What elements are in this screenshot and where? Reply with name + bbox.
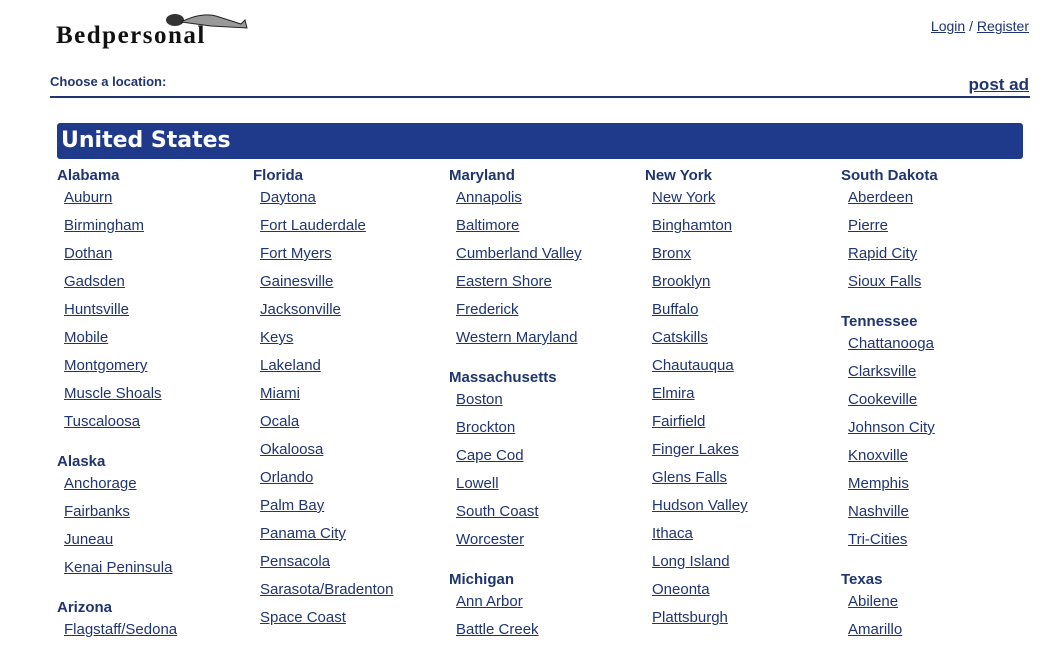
- city-link[interactable]: Baltimore: [456, 217, 520, 234]
- city-link[interactable]: Sarasota/Bradenton: [260, 581, 394, 598]
- city-link[interactable]: Anchorage: [64, 475, 137, 492]
- state-heading: Massachusetts: [449, 369, 557, 386]
- state-group: [841, 166, 1037, 301]
- header-divider: [50, 96, 1030, 98]
- logo-text: Bedpersonal: [56, 22, 206, 49]
- city-link[interactable]: Eastern Shore: [456, 273, 552, 290]
- location-column: [57, 166, 253, 660]
- city-link[interactable]: Ocala: [260, 413, 300, 430]
- city-link[interactable]: Catskills: [652, 329, 708, 346]
- city-link[interactable]: Okaloosa: [260, 441, 324, 458]
- city-link[interactable]: Jacksonville: [260, 301, 341, 318]
- city-link[interactable]: Ann Arbor: [456, 593, 523, 610]
- city-link[interactable]: Fairbanks: [64, 503, 130, 520]
- city-link[interactable]: Lakeland: [260, 357, 321, 374]
- auth-separator: /: [969, 18, 973, 34]
- city-link[interactable]: Keys: [260, 329, 294, 346]
- city-link[interactable]: Lowell: [456, 475, 499, 492]
- city-link[interactable]: Birmingham: [64, 217, 145, 234]
- state-group: [841, 570, 1037, 649]
- register-link[interactable]: Register: [976, 18, 1029, 34]
- city-link[interactable]: Miami: [260, 385, 300, 402]
- city-link[interactable]: Aberdeen: [848, 189, 914, 206]
- city-link[interactable]: Dothan: [64, 245, 113, 262]
- city-link[interactable]: Battle Creek: [456, 621, 539, 638]
- city-link[interactable]: Clarksville: [848, 363, 917, 380]
- city-link[interactable]: Finger Lakes: [652, 441, 739, 458]
- city-link[interactable]: Amarillo: [848, 621, 903, 638]
- location-column: [645, 166, 841, 648]
- login-link[interactable]: Login: [930, 18, 966, 34]
- state-heading: Alaska: [57, 453, 106, 470]
- city-link[interactable]: Cumberland Valley: [456, 245, 582, 262]
- city-link[interactable]: Rapid City: [848, 245, 918, 262]
- city-link[interactable]: Knoxville: [848, 447, 909, 464]
- city-link[interactable]: Long Island: [652, 553, 730, 570]
- state-group: [841, 312, 1037, 559]
- city-link[interactable]: Auburn: [64, 189, 113, 206]
- city-link[interactable]: Frederick: [456, 301, 519, 318]
- city-link[interactable]: New York: [652, 189, 716, 206]
- city-link[interactable]: Juneau: [64, 531, 114, 548]
- state-group: [253, 166, 449, 637]
- city-link[interactable]: Daytona: [260, 189, 316, 206]
- city-link[interactable]: Montgomery: [64, 357, 148, 374]
- city-link[interactable]: Pierre: [848, 217, 889, 234]
- state-group: [645, 166, 841, 637]
- city-link[interactable]: Space Coast: [260, 609, 346, 626]
- city-link[interactable]: Binghamton: [652, 217, 733, 234]
- city-link[interactable]: Oneonta: [652, 581, 710, 598]
- city-link[interactable]: Annapolis: [456, 189, 522, 206]
- state-group: [57, 452, 253, 587]
- city-link[interactable]: Bronx: [652, 245, 692, 262]
- city-link[interactable]: Brockton: [456, 419, 516, 436]
- city-link[interactable]: Kenai Peninsula: [64, 559, 173, 576]
- city-link[interactable]: Plattsburgh: [652, 609, 728, 626]
- city-link[interactable]: Abilene: [848, 593, 899, 610]
- city-link[interactable]: Ithaca: [652, 525, 693, 542]
- city-link[interactable]: Fort Lauderdale: [260, 217, 366, 234]
- city-link[interactable]: Fort Myers: [260, 245, 332, 262]
- city-link[interactable]: Chattanooga: [848, 335, 934, 352]
- state-heading: South Dakota: [841, 167, 938, 184]
- state-heading: New York: [645, 167, 712, 184]
- state-group: [449, 570, 645, 649]
- city-link[interactable]: Gadsden: [64, 273, 125, 290]
- city-link[interactable]: Gainesville: [260, 273, 334, 290]
- site-logo[interactable]: [56, 10, 256, 50]
- country-heading: United States: [57, 123, 1023, 159]
- city-link[interactable]: Boston: [456, 391, 503, 408]
- city-link[interactable]: Nashville: [848, 503, 909, 520]
- city-link[interactable]: Fairfield: [652, 413, 706, 430]
- state-heading: Tennessee: [841, 313, 918, 330]
- city-link[interactable]: Orlando: [260, 469, 314, 486]
- city-link[interactable]: Brooklyn: [652, 273, 711, 290]
- city-link[interactable]: Pensacola: [260, 553, 331, 570]
- city-link[interactable]: Hudson Valley: [652, 497, 748, 514]
- auth-links: [931, 18, 1029, 34]
- city-link[interactable]: Chautauqua: [652, 357, 734, 374]
- choose-location-label: Choose a location:: [50, 74, 167, 89]
- city-link[interactable]: Tuscaloosa: [64, 413, 141, 430]
- city-link[interactable]: Glens Falls: [652, 469, 728, 486]
- location-column: [841, 166, 1037, 660]
- state-heading: Maryland: [449, 167, 515, 184]
- city-link[interactable]: South Coast: [456, 503, 539, 520]
- city-link[interactable]: Tri-Cities: [848, 531, 908, 548]
- city-link[interactable]: Johnson City: [848, 419, 935, 436]
- state-heading: Michigan: [449, 571, 515, 588]
- city-link[interactable]: Palm Bay: [260, 497, 325, 514]
- city-link[interactable]: Cookeville: [848, 391, 918, 408]
- state-heading: Alabama: [57, 167, 120, 184]
- state-group: [449, 166, 645, 357]
- city-link[interactable]: Cape Cod: [456, 447, 524, 464]
- city-link[interactable]: Mobile: [64, 329, 109, 346]
- city-link[interactable]: Panama City: [260, 525, 346, 542]
- city-link[interactable]: Worcester: [456, 531, 525, 548]
- city-link[interactable]: Western Maryland: [456, 329, 578, 346]
- location-column: [253, 166, 449, 648]
- state-group: [57, 598, 253, 649]
- state-heading: Arizona: [57, 599, 113, 616]
- city-link[interactable]: Sioux Falls: [848, 273, 922, 290]
- state-group: [449, 368, 645, 559]
- state-group: [57, 166, 253, 441]
- city-link[interactable]: Muscle Shoals: [64, 385, 162, 402]
- city-link[interactable]: Elmira: [652, 385, 695, 402]
- city-link[interactable]: Memphis: [848, 475, 909, 492]
- location-column: [449, 166, 645, 660]
- city-link[interactable]: Huntsville: [64, 301, 130, 318]
- city-link[interactable]: Flagstaff/Sedona: [64, 621, 178, 638]
- post-ad-link[interactable]: post ad: [968, 75, 1029, 94]
- state-heading: Florida: [253, 167, 304, 184]
- state-heading: Texas: [841, 571, 883, 588]
- city-link[interactable]: Buffalo: [652, 301, 699, 318]
